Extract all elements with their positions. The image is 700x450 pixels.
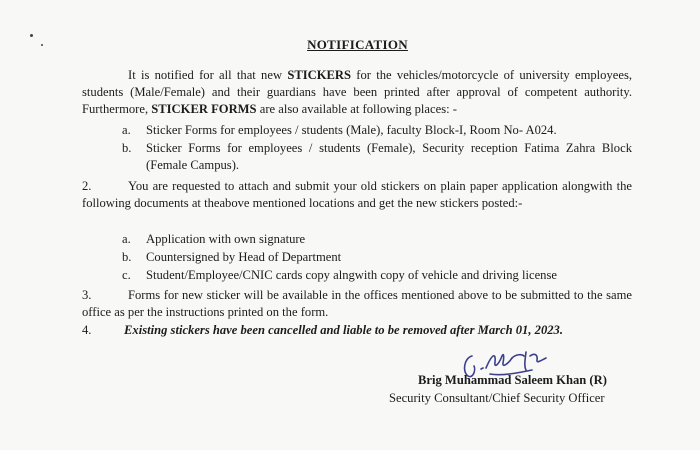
- item-number: 4.: [82, 323, 92, 337]
- document-text: Countersigned by Head of Department: [146, 250, 342, 264]
- item-2-text: You are requested to attach and submit your old stickers on plain paper application alongwith the following documents at theabove mentioned locations and get the new stickers posted:-: [82, 179, 632, 210]
- item-number: 3.: [82, 288, 92, 302]
- stickers-keyword: STICKERS: [287, 68, 352, 82]
- notification-title: NOTIFICATION: [307, 37, 408, 52]
- place-item-a: [122, 122, 632, 139]
- signatory-designation: Security Consultant/Chief Security Officer: [389, 391, 605, 405]
- document-text: Student/Employee/CNIC cards copy alngwith copy of vehicle and driving license: [146, 268, 557, 282]
- place-text: Sticker Forms for employees / students (Female), Security reception Fatima Zahra Block (Female Campus).: [146, 141, 632, 172]
- list-marker: a.: [122, 232, 131, 246]
- place-text: Sticker Forms for employees / students (Male), faculty Block-I, Room No- A024.: [146, 123, 557, 137]
- list-marker: b.: [122, 250, 132, 264]
- item-text: [82, 178, 632, 212]
- document-item-c: [122, 267, 632, 284]
- place-item-b: [122, 140, 632, 174]
- list-marker: b.: [122, 141, 132, 155]
- document-item-a: [122, 231, 632, 248]
- intro-text-3: are also available at following places: -: [256, 102, 457, 116]
- intro-paragraph: [82, 67, 632, 118]
- list-marker: a.: [122, 123, 131, 137]
- numbered-item-4: [82, 322, 632, 339]
- item-3-text: Forms for new sticker will be available in the offices mentioned above to be submitted to the same office as per the instructions printed on the form.: [82, 288, 632, 319]
- intro-text-1: It is notified for all that new: [128, 68, 288, 82]
- document-text: Application with own signature: [146, 232, 306, 246]
- signatory-name: Brig Muhammad Saleem Khan (R): [418, 373, 607, 387]
- sticker-forms-keyword: STICKER FORMS: [151, 102, 257, 116]
- numbered-item-2: [82, 178, 632, 212]
- list-marker: c.: [122, 268, 131, 282]
- item-text: [82, 322, 632, 339]
- numbered-item-3: [82, 287, 632, 321]
- item-number: 2.: [82, 179, 92, 193]
- item-4-text: Existing stickers have been cancelled and liable to be removed after March 01, 2023.: [124, 323, 563, 337]
- document-item-b: [122, 249, 632, 266]
- intro-text-2: for the vehicles/motorcycle of university employees, students (Male/Female) and their guardians have been printed after approval of competent authority. Furthermore,: [82, 68, 632, 116]
- item-text: [82, 287, 632, 321]
